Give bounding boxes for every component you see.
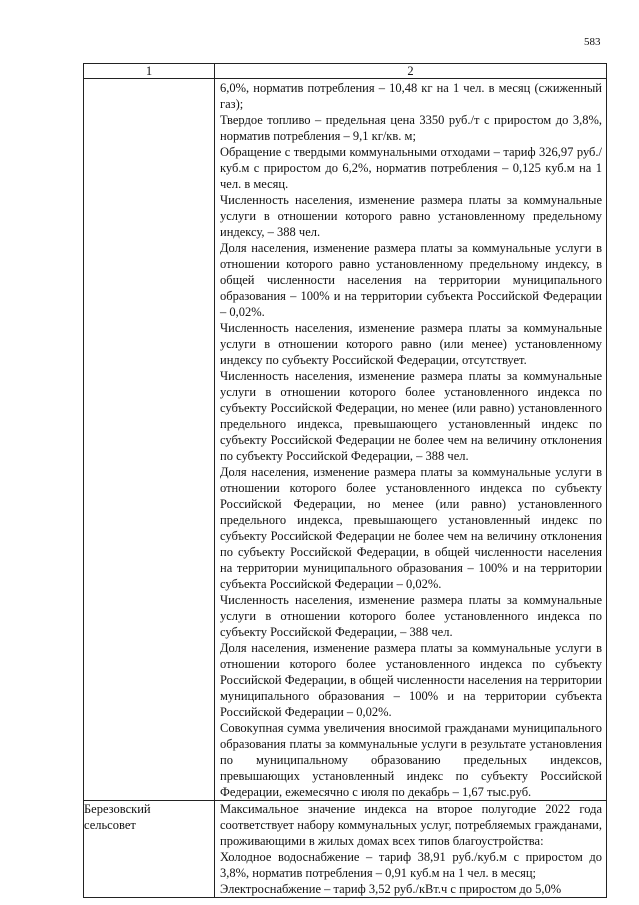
municipality-cell xyxy=(84,79,215,801)
paragraph: Численность населения, изменение размера платы за коммунальные услуги в отношении которого равно (или менее) установленному индексу по субъекту Российской Федерации, отсутствует. xyxy=(220,321,602,367)
paragraph: Твердое топливо – предельная цена 3350 руб./т с приростом до 3,8%, норматив потребления – 9,1 кг/кв. м; xyxy=(220,113,602,143)
municipality-name-line2: сельсовет xyxy=(84,818,136,832)
column-header-2: 2 xyxy=(215,64,607,79)
description-cell xyxy=(215,79,607,801)
paragraph: Численность населения, изменение размера платы за коммунальные услуги в отношении которого более установленного индекса по субъекту Российской Федерации, но менее (или равно) установленного предельного индекса, превышающего установленный индекс по субъекту Российской Федерации не более чем на величину отклонения по субъекту Российской Федерации, – 388 чел. xyxy=(220,369,602,463)
paragraph: Численность населения, изменение размера платы за коммунальные услуги в отношении которого более установленного индекса по субъекту Российской Федерации, – 388 чел. xyxy=(220,593,602,639)
paragraph: Доля населения, изменение размера платы за коммунальные услуги в отношении которого равно установленному предельному индексу, в общей численности населения на территории муниципального образования – 100% и на территории субъекта Российской Федерации – 0,02%. xyxy=(220,241,602,319)
paragraph: Электроснабжение – тариф 3,52 руб./кВт.ч с приростом до 5,0% xyxy=(220,882,562,896)
municipality-cell xyxy=(84,801,215,898)
paragraph: Холодное водоснабжение – тариф 38,91 руб./куб.м с приростом до 3,8%, норматив потребления – 0,91 куб.м на 1 чел. в месяц; xyxy=(220,850,602,880)
page-number: 583 xyxy=(584,36,601,48)
table-row xyxy=(84,801,607,898)
column-header-1: 1 xyxy=(84,64,215,79)
paragraph: Обращение с твердыми коммунальными отходами – тариф 326,97 руб./куб.м с приростом до 6,2%, норматив потребления – 0,125 куб.м на 1 чел. в месяц. xyxy=(220,145,602,191)
table-row xyxy=(84,79,607,801)
paragraph: Численность населения, изменение размера платы за коммунальные услуги в отношении которого равно установленному предельному индексу, – 388 чел. xyxy=(220,193,602,239)
paragraph: Совокупная сумма увеличения вносимой гражданами муниципального образования платы за коммунальные услуги в результате установления по муниципальному образованию предельных индексов, превышающих установленный индекс по субъекту Российской Федерации, ежемесячно с июля по декабрь – 1,67 тыс.руб. xyxy=(220,721,602,799)
description-cell xyxy=(215,801,607,898)
paragraph: Доля населения, изменение размера платы за коммунальные услуги в отношении которого более установленного индекса по субъекту Российской Федерации, но менее (или равно) установленного предельного индекса, превышающего установленный индекс по субъекту Российской Федерации не более чем на величину отклонения по субъекту Российской Федерации, в общей численности населения на территории муниципального образования – 100% и на территории субъекта Российской Федерации – 0,02%. xyxy=(220,465,602,591)
paragraph: 6,0%, норматив потребления – 10,48 кг на 1 чел. в месяц (сжиженный газ); xyxy=(220,81,602,111)
document-table xyxy=(83,63,607,898)
paragraph: Максимальное значение индекса на второе полугодие 2022 года соответствует набору коммунальных услуг, потребляемых гражданами, проживающими в жилых домах всех типов благоустройства: xyxy=(220,802,602,848)
paragraph: Доля населения, изменение размера платы за коммунальные услуги в отношении которого более установленного индекса по субъекту Российской Федерации, в общей численности населения на территории муниципального образования – 100% и на территории субъекта Российской Федерации – 0,02%. xyxy=(220,641,602,719)
municipality-name-line1: Березовский xyxy=(84,802,151,816)
table-header-row xyxy=(84,64,607,79)
